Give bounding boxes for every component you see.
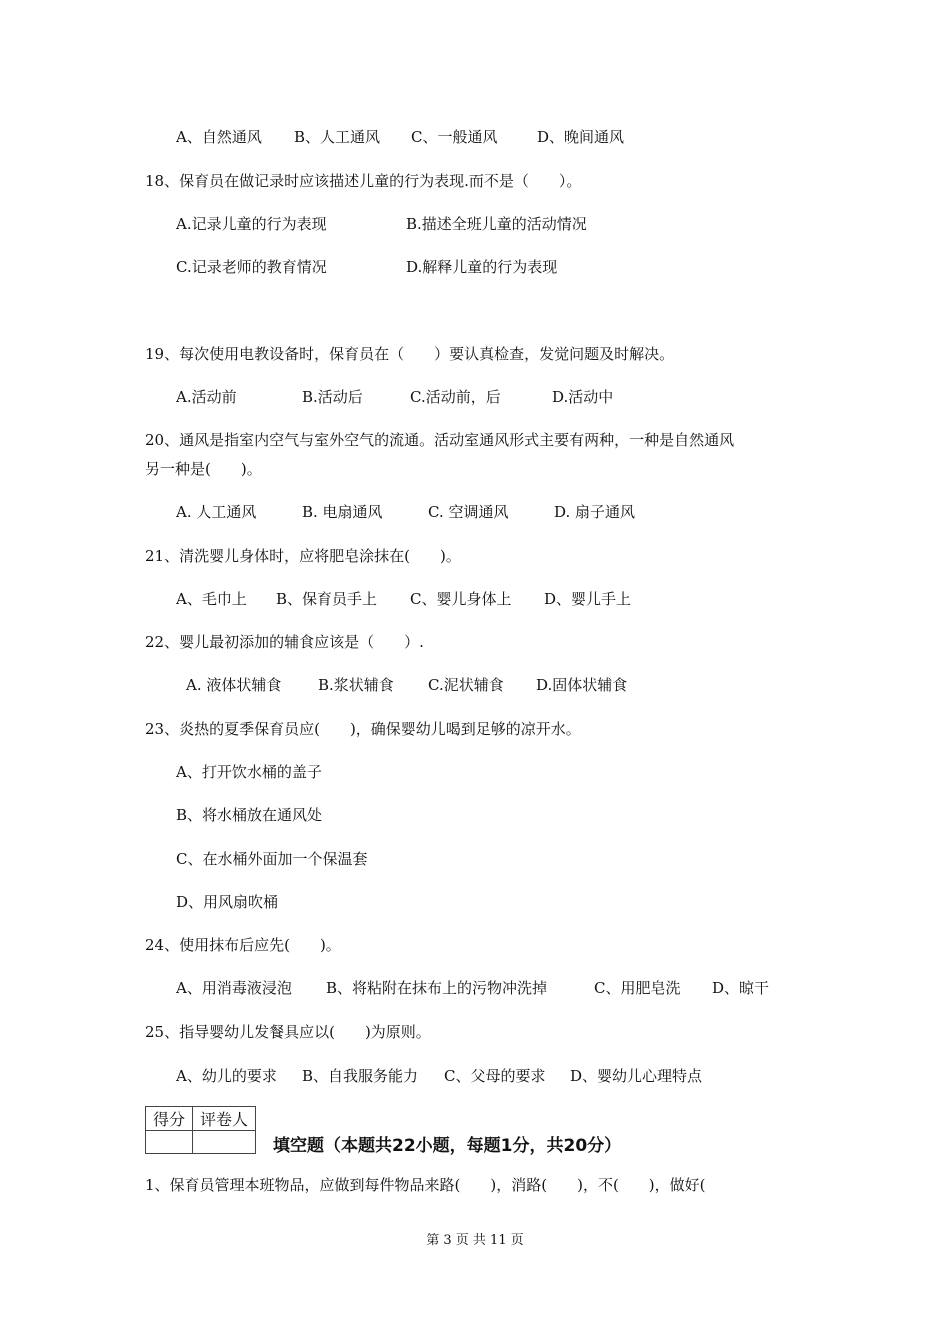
q22-options <box>186 675 627 695</box>
q18-options-cd <box>176 257 557 277</box>
q19-question: 19、每次使用电教设备时，保育员在（ ）要认真检查，发觉问题及时解决。 <box>145 345 675 363</box>
q24-question: 24、使用抹布后应先( )。 <box>145 936 341 954</box>
q25-options <box>176 1066 702 1086</box>
section-title: 填空题（本题共22小题，每题1分，共20分） <box>273 1136 622 1156</box>
q18-question: 18、保育员在做记录时应该描述儿童的行为表现.而不是（ ）。 <box>145 172 582 190</box>
q22-option-d: D.固体状辅食 <box>536 676 628 694</box>
q21-option-a: A、毛巾上 <box>176 590 247 608</box>
q18-options-ab <box>176 214 587 234</box>
score-table <box>145 1106 256 1154</box>
q22-question: 22、婴儿最初添加的辅食应该是（ ）. <box>145 633 424 651</box>
q21-option-d: D、婴儿手上 <box>544 590 632 608</box>
q23-question: 23、炎热的夏季保育员应( )，确保婴幼儿喝到足够的凉开水。 <box>145 720 581 738</box>
q18-option-a: A.记录儿童的行为表现 <box>176 215 327 233</box>
fill-question-1: 1、保育员管理本班物品，应做到每件物品来路( )，消路( )，不( )，做好( <box>145 1176 706 1194</box>
q23-option-c: C、在水桶外面加一个保温套 <box>176 850 368 868</box>
q18-option-d: D.解释儿童的行为表现 <box>406 258 558 276</box>
q25-option-c: C、父母的要求 <box>444 1067 546 1085</box>
q20-option-a: A. 人工通风 <box>176 503 257 521</box>
q21-question: 21、清洗婴儿身体时，应将肥皂涂抹在( )。 <box>145 547 461 565</box>
q24-option-d: D、晾干 <box>712 979 770 997</box>
q19-option-c: C.活动前，后 <box>410 388 501 406</box>
q20-options <box>176 502 635 522</box>
page-footer: 第 3 页 共 11 页 <box>426 1233 524 1248</box>
q17-option-b: B、人工通风 <box>294 128 381 146</box>
q21-option-c: C、婴儿身体上 <box>410 590 512 608</box>
q20-option-d: D. 扇子通风 <box>554 503 636 521</box>
grader-cell[interactable] <box>193 1131 256 1154</box>
q22-option-c: C.泥状辅食 <box>428 676 504 694</box>
grader-header: 评卷人 <box>193 1107 256 1131</box>
q23-option-d: D、用风扇吹桶 <box>176 893 279 911</box>
q17-options <box>176 127 624 147</box>
q20-option-b: B. 电扇通风 <box>302 503 383 521</box>
q25-option-b: B、自我服务能力 <box>302 1067 419 1085</box>
q23-option-b: B、将水桶放在通风处 <box>176 806 323 824</box>
score-cell[interactable] <box>146 1131 193 1154</box>
q24-options <box>176 978 769 998</box>
q24-option-c: C、用肥皂洗 <box>594 979 681 997</box>
q17-option-d: D、晚间通风 <box>537 128 625 146</box>
q19-option-d: D.活动中 <box>552 388 614 406</box>
q21-options <box>176 589 631 609</box>
q24-option-a: A、用消毒液浸泡 <box>176 979 292 997</box>
q25-question: 25、指导婴幼儿发餐具应以( )为原则。 <box>145 1023 431 1041</box>
q23-option-a: A、打开饮水桶的盖子 <box>176 763 322 781</box>
q19-option-a: A.活动前 <box>176 388 237 406</box>
score-header: 得分 <box>146 1107 193 1131</box>
q17-option-c: C、一般通风 <box>411 128 498 146</box>
q22-option-b: B.浆状辅食 <box>318 676 394 694</box>
q20-question-line1: 20、通风是指室内空气与室外空气的流通。活动室通风形式主要有两种，一种是自然通风 <box>145 431 735 449</box>
q22-option-a: A. 液体状辅食 <box>186 676 282 694</box>
q24-option-b: B、将粘附在抹布上的污物冲洗掉 <box>326 979 548 997</box>
q17-option-a: A、自然通风 <box>176 128 262 146</box>
q19-options <box>176 387 613 407</box>
q20-question-line2: 另一种是( )。 <box>145 460 262 478</box>
q25-option-a: A、幼儿的要求 <box>176 1067 277 1085</box>
q25-option-d: D、婴幼儿心理特点 <box>570 1067 703 1085</box>
q18-option-c: C.记录老师的教育情况 <box>176 258 327 276</box>
q19-option-b: B.活动后 <box>302 388 363 406</box>
q21-option-b: B、保育员手上 <box>276 590 378 608</box>
q20-option-c: C. 空调通风 <box>428 503 509 521</box>
q18-option-b: B.描述全班儿童的活动情况 <box>406 215 587 233</box>
